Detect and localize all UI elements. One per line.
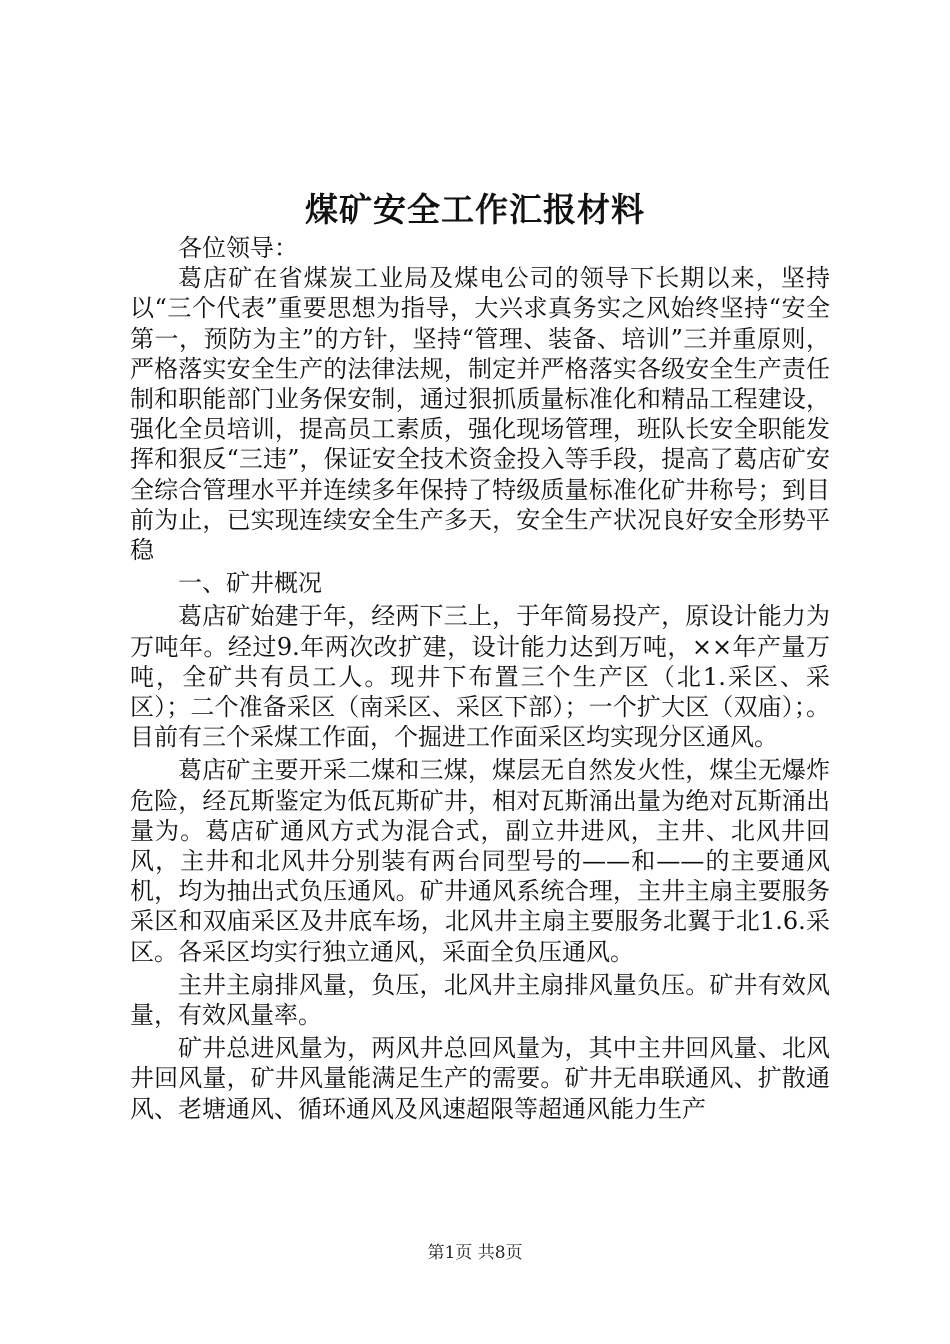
document-body xyxy=(130,233,830,1127)
paragraph-fan-exhaust: 主井主扇排风量，负压，北风井主扇排风量负压。矿井有效风量，有效风量率。 xyxy=(130,970,830,1030)
greeting: 各位领导： xyxy=(178,234,298,262)
section-heading-mine-overview: 一、矿井概况 xyxy=(178,569,322,598)
intro-paragraph: 葛店矿在省煤炭工业局及煤电公司的领导下长期以来，坚持以“三个代表”重要思想为指导，大兴求真务实之风始终坚持“安全第一，预防为主”的方针，坚持“管理、装备、培训”三并重原则，严格落实安全生产的法律法规，制定并严格落实各级安全生产责任制和职能部门业务保安制，通过狠抓质量标准化和精品工程建设，强化全员培训，提高员工素质，强化现场管理，班队长安全职能发挥和狠反“三违”，保证安全技术资金投入等手段，提高了葛店矿安全综合管理水平并连续多年保持了特级质量标准化矿井称号；到目前为止，已实现连续安全生产多天，安全生产状况良好安全形势平稳 xyxy=(130,264,830,565)
page-footer: 第1页 共8页 xyxy=(427,1243,523,1263)
page-title: 煤矿安全工作汇报材料 xyxy=(305,190,645,229)
paragraph-air-volume: 矿井总进风量为，两风井总回风量为，其中主井回风量、北风井回风量，矿井风量能满足生产的需要。矿井无串联通风、扩散通风、老塘通风、循环通风及风速超限等超通风能力生产 xyxy=(130,1034,830,1123)
paragraph-ventilation: 葛店矿主要开采二煤和三煤，煤层无自然发火性，煤尘无爆炸危险，经瓦斯鉴定为低瓦斯矿井，相对瓦斯涌出量为绝对瓦斯涌出量为。葛店矿通风方式为混合式，副立井进风，主井、北风井回风，主井和北风井分别装有两台同型号的——和——的主要通风机，均为抽出式负压通风。矿井通风系统合理，主井主扇主要服务采区和双庙采区及井底车场，北风井主扇主要服务北翼于北1.6.采区。各采区均实行独立通风，采面全负压通风。 xyxy=(130,756,830,966)
paragraph-mine-history: 葛店矿始建于年，经两下三上，于年简易投产，原设计能力为万吨年。经过9.年两次改扩建，设计能力达到万吨，××年产量万吨，全矿共有员工人。现井下布置三个生产区（北1.采区、采区）；二个准备采区（南采区、采区下部）；一个扩大区（双庙）；。目前有三个采煤工作面，个掘进工作面采区均实现分区通风。 xyxy=(130,602,830,752)
